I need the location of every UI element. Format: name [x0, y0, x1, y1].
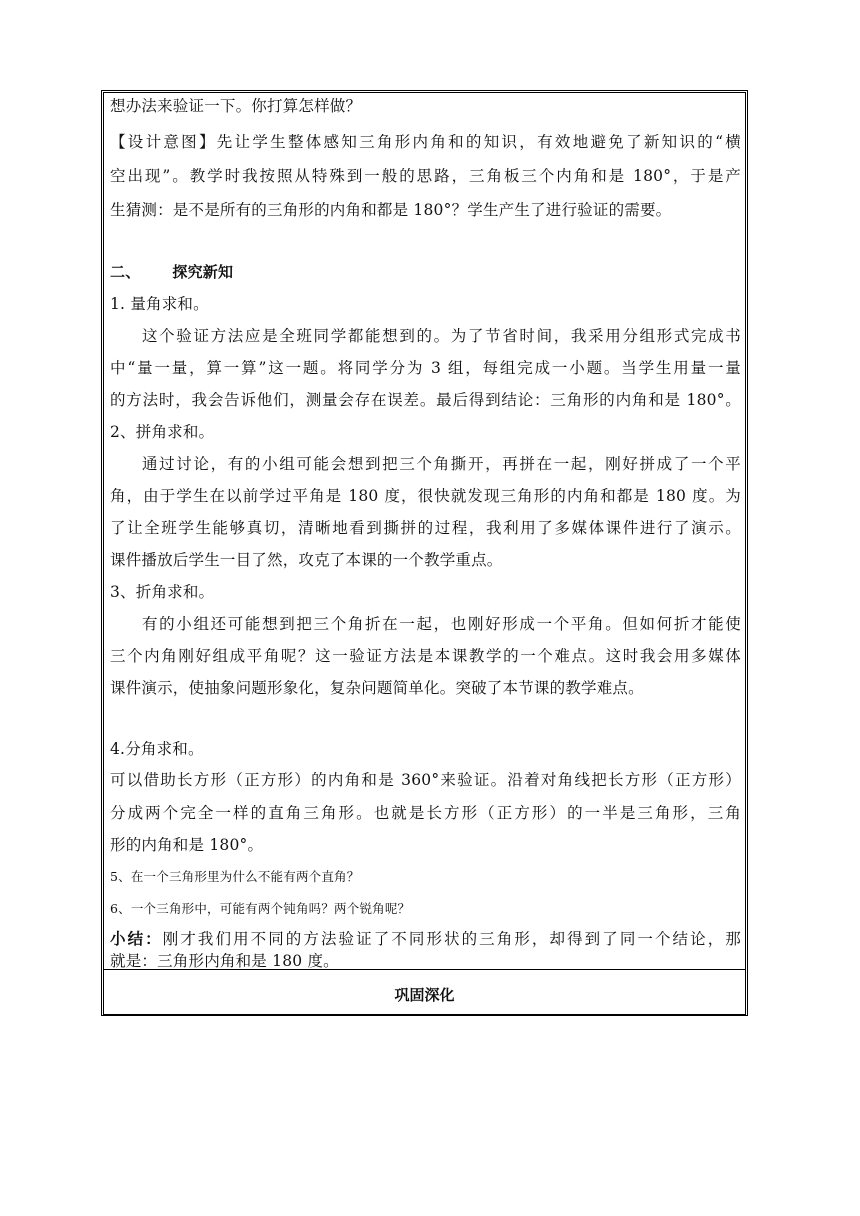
text-line: 通过讨论，有的小组可能会想到把三个角撕开，再拼在一起，刚好拼成了一个平 [142, 455, 741, 473]
section-title: 巩固深化 [394, 986, 455, 1004]
text-line: 这个验证方法应是全班同学都能想到的。为了节省时间，我采用分组形式完成书 [142, 327, 741, 345]
table-cell-teaching-process [104, 93, 745, 970]
lesson-table [101, 90, 748, 1016]
section-heading [110, 262, 233, 282]
text-line: 想办法来验证一下。你打算怎样做？ [110, 97, 362, 115]
subheading-divide: 4.分角求和。 [110, 740, 204, 758]
text-line: 就是：三角形内角和是 180 度。 [110, 952, 339, 970]
text-line: 课件播放后学生一目了然，攻克了本课的一个教学重点。 [110, 551, 503, 569]
text-line: 空出现”。教学时我按照从特殊到一般的思路，三角板三个内角和是 180°，于是产 [110, 167, 741, 185]
text-line: 可以借助长方形（正方形）的内角和是 360°来验证。沿着对角线把长方形（正方形） [110, 771, 741, 789]
subheading-combine: 2、拼角求和。 [110, 423, 215, 441]
text-line: 中“量一量，算一算”这一题。将同学分为 3 组，每组完成一小题。当学生用量一量 [110, 359, 741, 377]
text-line: 角，由于学生在以前学过平角是 180 度，很快就发现三角形的内角和都是 180 度。为 [110, 487, 741, 505]
text-line: 形的内角和是 180°。 [110, 836, 264, 854]
text-line: 三个内角刚好组成平角呢？这一验证方法是本课教学的一个难点。这时我会用多媒体 [110, 647, 741, 665]
question-line: 5、在一个三角形里为什么不能有两个直角？ [110, 869, 360, 884]
text-line: 的方法时，我会告诉他们，测量会存在误差。最后得到结论：三角形的内角和是 180°。 [110, 391, 741, 409]
summary-line [110, 929, 741, 949]
subheading-measure: 1. 量角求和。 [110, 295, 209, 313]
subheading-fold: 3、折角求和。 [110, 583, 215, 601]
summary-label: 小结： [110, 930, 163, 948]
text-line: 有的小组还可能想到把三个角折在一起，也刚好形成一个平角。但如何折才能使 [142, 615, 741, 633]
text-line: 生猜测：是不是所有的三角形的内角和都是 180°？学生产生了进行验证的需要。 [110, 201, 672, 219]
text-line: 分成两个完全一样的直角三角形。也就是长方形（正方形）的一半是三角形，三角 [110, 804, 741, 822]
text-line: 课件演示，使抽象问题形象化，复杂问题简单化。突破了本节课的教学难点。 [110, 679, 644, 697]
question-line: 6、一个三角形中，可能有两个钝角吗？两个锐角呢？ [110, 901, 411, 916]
section-number: 二、 [110, 263, 141, 281]
section-heading-text: 探究新知 [172, 263, 234, 281]
design-intent-line: 【设计意图】先让学生整体感知三角形内角和的知识，有效地避免了新知识的“横 [110, 133, 741, 151]
text-line: 了让全班学生能够真切，清晰地看到撕拼的过程，我利用了多媒体课件进行了演示。 [110, 519, 741, 537]
table-cell-consolidate [104, 970, 745, 1014]
summary-text: 刚才我们用不同的方法验证了不同形状的三角形，却得到了同一个结论，那 [162, 930, 741, 948]
